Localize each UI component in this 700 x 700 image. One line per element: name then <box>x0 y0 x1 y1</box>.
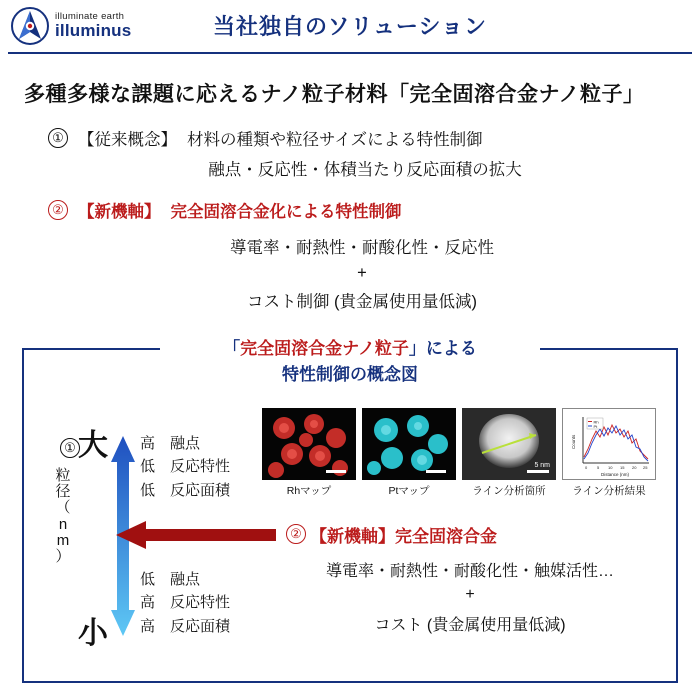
header-title: 当社独自のソリューション <box>212 14 488 39</box>
diagram-bottom-line-1: 導電率・耐熱性・耐酸化性・触媒活性… <box>325 563 614 580</box>
bullet-item-2 <box>48 198 402 222</box>
micrograph-cell-rh <box>262 408 356 498</box>
bullet-item-1 <box>48 126 483 150</box>
bullet-2-plus: + <box>357 264 367 282</box>
svg-text:15: 15 <box>620 465 625 470</box>
line-profile-chart <box>562 408 656 480</box>
list-item-value: 反応面積 <box>170 617 231 635</box>
svg-text:Distance (nm): Distance (nm) <box>601 472 630 477</box>
diagram-title-pre: 「 <box>223 339 241 358</box>
micrograph-caption: Ptマップ <box>388 485 430 497</box>
properties-large-list <box>140 432 230 502</box>
bullet-2-subtext: 導電率・耐熱性・耐酸化性・反応性 <box>230 239 494 257</box>
svg-text:5: 5 <box>597 465 600 470</box>
svg-text:0: 0 <box>585 465 588 470</box>
bullet-2-label: 【新機軸】 <box>78 203 161 221</box>
header <box>0 0 700 58</box>
new-approach-bracket: 【新機軸】 <box>310 527 395 546</box>
svg-text:25: 25 <box>643 465 648 470</box>
micrograph-cell-line <box>462 408 556 498</box>
list-item-key: 低 <box>140 458 156 476</box>
micrograph-caption: Rhマップ <box>286 485 332 497</box>
scale-bar <box>527 470 549 473</box>
diagram-subtitle: 特性制御の概念図 <box>282 365 418 384</box>
bullet-1-text: 材料の種類や粒径サイズによる特性制御 <box>187 131 483 149</box>
page-title: 多種多様な課題に応えるナノ粒子材料「完全固溶合金ナノ粒子」 <box>24 83 645 106</box>
bullet-2-subtext-2: コスト制御 (貴金属使用量低減) <box>246 293 478 311</box>
pt-map-image <box>362 408 456 480</box>
bullet-1-number: ① <box>48 128 68 148</box>
header-divider <box>8 52 692 54</box>
axis-large-label: 大 <box>78 429 108 462</box>
micrograph-cell-pt <box>362 408 456 498</box>
list-item <box>140 615 230 638</box>
line-analysis-image <box>462 408 556 480</box>
logo-wordmark: illuminus <box>55 21 132 41</box>
list-item <box>140 479 230 502</box>
diagram-axis-number <box>60 438 80 458</box>
bullet-2-text: 完全固溶合金化による特性制御 <box>170 203 402 221</box>
list-item-key: 高 <box>140 435 156 452</box>
list-item-value: 融点 <box>170 571 201 588</box>
svg-text:Counts: Counts <box>571 434 576 449</box>
diagram-title <box>22 334 678 359</box>
list-item <box>140 432 230 455</box>
red-left-arrow-icon <box>116 520 276 550</box>
new-axis-number-glyph: ② <box>286 524 306 544</box>
axis-number-glyph: ① <box>60 438 80 458</box>
diagram-title-post: 」による <box>408 339 477 358</box>
list-item <box>140 568 230 591</box>
micrograph-caption: ライン分析箇所 <box>472 485 546 497</box>
new-approach-label <box>310 522 497 547</box>
diagram-title-highlight: 完全固溶合金ナノ粒子 <box>240 339 409 358</box>
micrograph-cell-plot <box>562 408 656 498</box>
list-item <box>140 591 230 614</box>
axis-small-label: 小 <box>78 617 108 650</box>
diagram-bottom-line-2: コスト (貴金属使用量低減) <box>374 617 566 634</box>
list-item-key: 低 <box>140 571 156 588</box>
svg-text:10: 10 <box>608 465 613 470</box>
diagram-bottom-plus: + <box>465 586 475 603</box>
scale-bar-label: 5 nm <box>534 462 550 469</box>
bullet-1-label: 【従来概念】 <box>78 131 177 149</box>
svg-text:20: 20 <box>632 465 637 470</box>
svg-text:Rh: Rh <box>593 419 599 425</box>
axis-label-particle-size: 粒 径 （ n m ） <box>55 467 71 565</box>
list-item-key: 低 <box>140 481 156 499</box>
micrograph-strip <box>262 408 656 498</box>
properties-small-list <box>140 568 230 638</box>
list-item-value: 反応面積 <box>170 481 231 499</box>
rh-map-image <box>262 408 356 480</box>
svg-text:Pt: Pt <box>593 424 598 429</box>
micrograph-caption: ライン分析結果 <box>572 485 646 497</box>
bullet-1-subtext: 融点・反応性・体積当たり反応面積の拡大 <box>208 161 522 179</box>
list-item-key: 高 <box>140 617 156 635</box>
new-axis-number <box>286 524 306 544</box>
list-item-key: 高 <box>140 594 156 612</box>
bullet-2-number: ② <box>48 200 68 220</box>
list-item-value: 反応特性 <box>170 458 231 476</box>
logo-tagline: illuminate earth <box>55 11 125 23</box>
list-item <box>140 455 230 478</box>
list-item-value: 融点 <box>170 435 201 452</box>
list-item-value: 反応特性 <box>170 594 231 612</box>
new-approach-text: 完全固溶合金 <box>395 527 497 546</box>
